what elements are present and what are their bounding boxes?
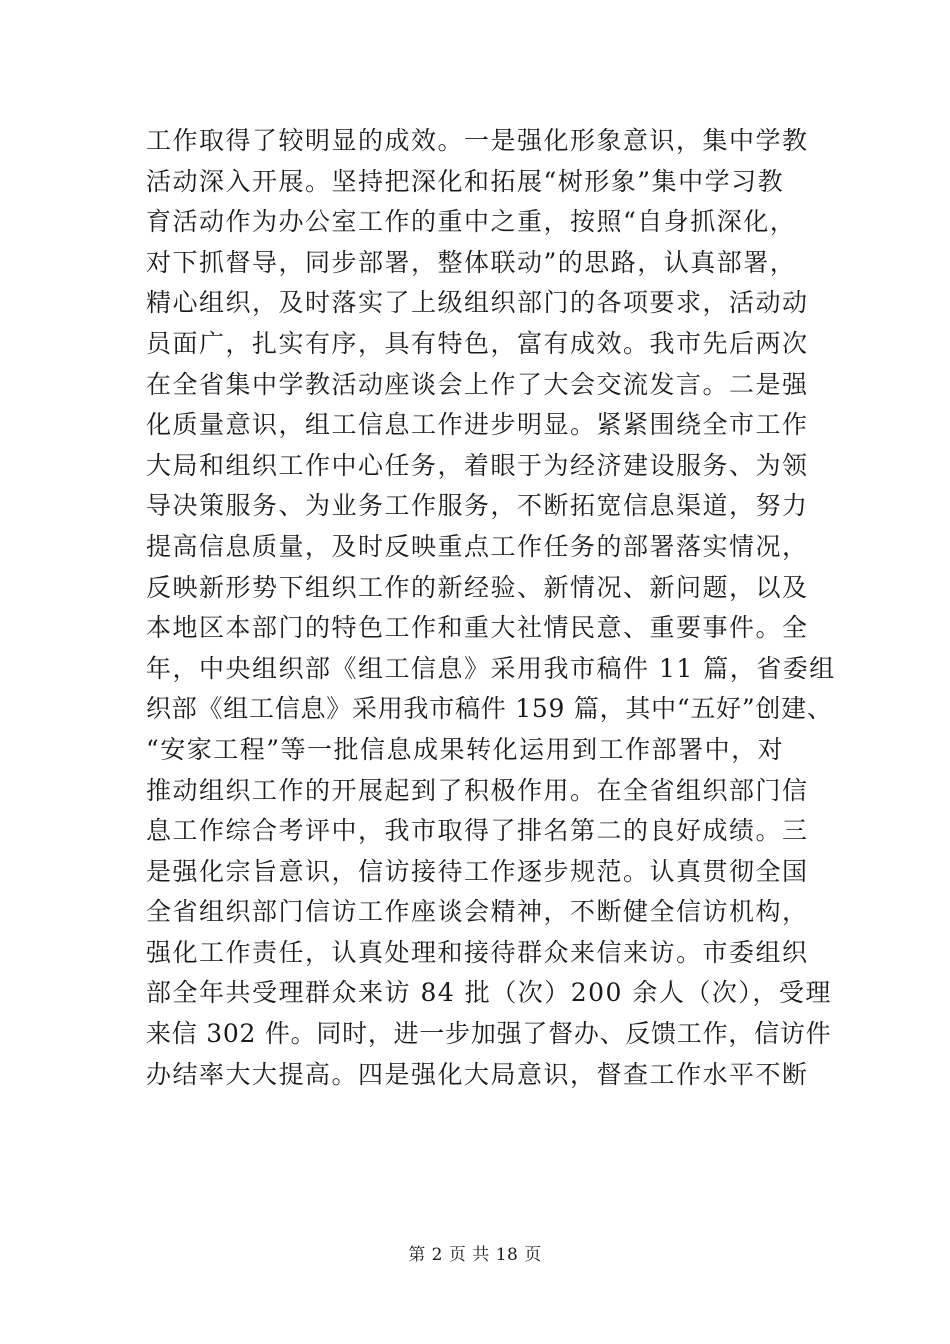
body-text	[146, 121, 836, 1095]
text-line: 员面广，扎实有序，具有特色，富有成效。我市先后两次	[146, 328, 809, 358]
text-line: 导决策服务、为业务工作服务，不断拓宽信息渠道，努力	[146, 491, 809, 521]
text-line: 对下抓督导，同步部署，整体联动”的思路，认真部署，	[146, 247, 797, 277]
text-line: 全省组织部门信访工作座谈会精神，不断健全信访机构，	[146, 897, 809, 927]
page-footer: 第 2 页 共 18 页	[408, 1245, 542, 1265]
text-line: “安家工程”等一批信息成果转化运用到工作部署中，对	[146, 734, 785, 764]
text-line: 息工作综合考评中，我市取得了排名第二的良好成绩。三	[146, 816, 809, 846]
text-line: 推动组织工作的开展起到了积极作用。在全省组织部门信	[146, 775, 809, 805]
text-line: 活动深入开展。坚持把深化和拓展“树形象”集中学习教	[146, 166, 785, 196]
text-line: 在全省集中学教活动座谈会上作了大会交流发言。二是强	[146, 369, 809, 399]
text-line: 本地区本部门的特色工作和重大社情民意、重要事件。全	[146, 613, 809, 643]
text-line: 化质量意识，组工信息工作进步明显。紧紧围绕全市工作	[146, 410, 809, 440]
text-line: 织部《组工信息》采用我市稿件 159 篇，其中“五好”创建、	[146, 694, 833, 724]
text-line: 育活动作为办公室工作的重中之重，按照“自身抓深化，	[146, 207, 797, 237]
text-line: 年，中央组织部《组工信息》采用我市稿件 11 篇，省委组	[146, 653, 836, 683]
text-line: 部全年共受理群众来访 84 批（次）200 余人（次），受理	[146, 978, 832, 1008]
text-line: 强化工作责任，认真处理和接待群众来信来访。市委组织	[146, 937, 809, 967]
text-line: 反映新形势下组织工作的新经验、新情况、新问题，以及	[146, 572, 809, 602]
text-line: 大局和组织工作中心任务，着眼于为经济建设服务、为领	[146, 450, 809, 480]
text-line: 办结率大大提高。四是强化大局意识，督查工作水平不断	[146, 1059, 809, 1089]
text-line: 来信 302 件。同时，进一步加强了督办、反馈工作，信访件	[146, 1019, 832, 1049]
text-line: 工作取得了较明显的成效。一是强化形象意识，集中学教	[146, 126, 809, 155]
text-line: 精心组织，及时落实了上级组织部门的各项要求，活动动	[146, 288, 809, 318]
text-line: 提高信息质量，及时反映重点工作任务的部署落实情况，	[146, 531, 809, 561]
text-line: 是强化宗旨意识，信访接待工作逐步规范。认真贯彻全国	[146, 856, 809, 886]
